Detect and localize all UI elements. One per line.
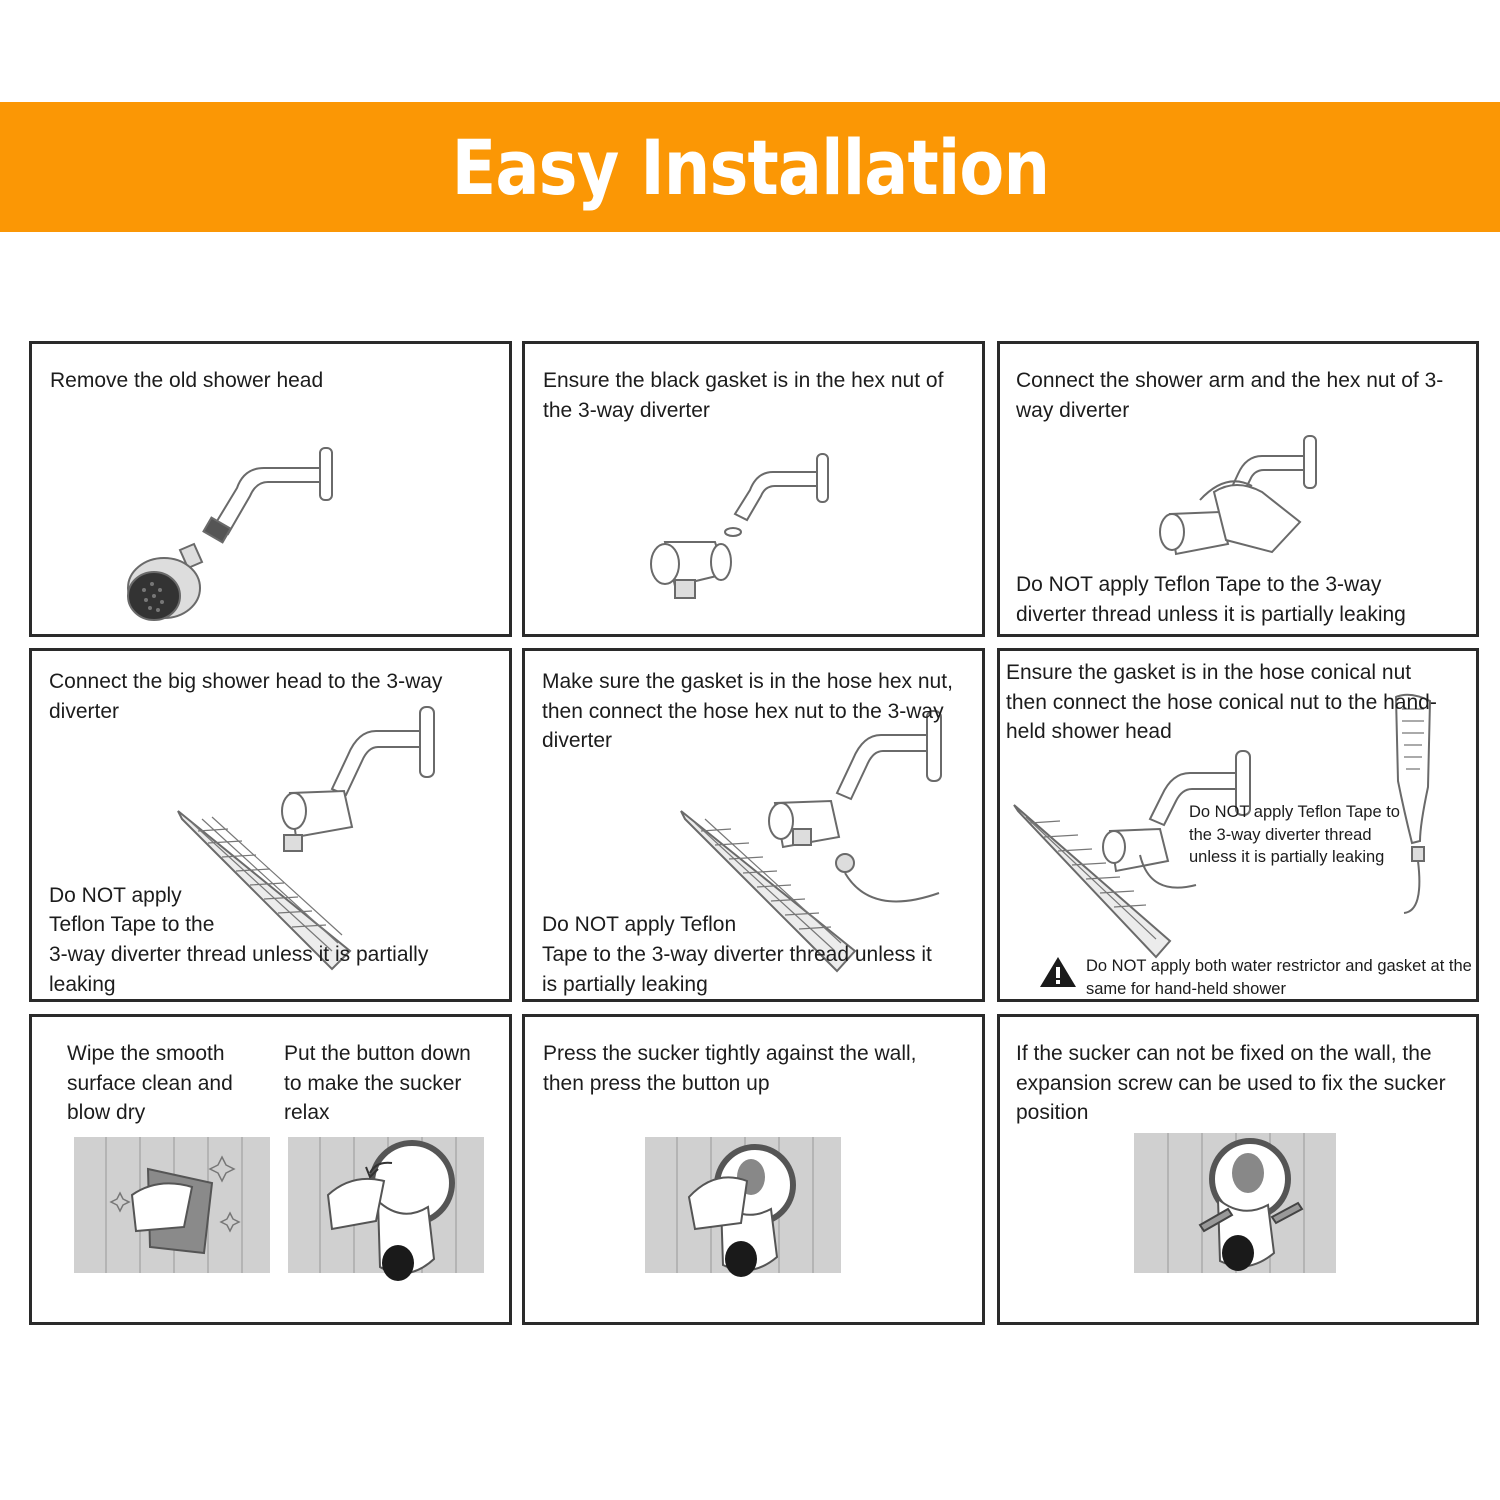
- step-4-note-line-4: leaking: [49, 973, 116, 996]
- step-7-text-b: Put the button down to make the sucker relax: [284, 1042, 471, 1124]
- step-2-panel: [522, 341, 985, 637]
- step-3-panel: [997, 341, 1479, 637]
- step-4-note-line-3: 3-way diverter thread unless it is partially: [49, 943, 429, 966]
- press-sucker-illustration: [525, 1017, 985, 1325]
- step-5-text: Make sure the gasket is in the hose hex nut, then connect the hose hex nut to the 3-way diverter: [542, 670, 953, 752]
- page-title: Easy Installation: [451, 122, 1049, 212]
- step-6-panel: [997, 648, 1479, 1002]
- step-2-text: Ensure the black gasket is in the hex nut of the 3-way diverter: [543, 369, 944, 422]
- step-4-note-line-2: Teflon Tape to the: [49, 913, 215, 936]
- step-6-warning: Do NOT apply both water restrictor and gasket at the same for hand-held shower: [1086, 957, 1472, 998]
- step-7-text-a: Wipe the smooth surface clean and blow dry: [67, 1042, 233, 1124]
- title-banner: [0, 102, 1500, 232]
- step-4-note-line-1: Do NOT apply: [49, 884, 182, 907]
- warning-triangle-icon: [1040, 957, 1076, 987]
- step-5-note-line-1: Do NOT apply Teflon: [542, 913, 737, 936]
- step-5-panel: [522, 648, 985, 1002]
- step-3-text: Connect the shower arm and the hex nut of 3-way diverter: [1016, 369, 1444, 422]
- step-5-note-line-3: is partially leaking: [542, 973, 708, 996]
- diverter-gasket-illustration: [525, 344, 985, 637]
- step-3-note: Do NOT apply Teflon Tape to the 3-way diverter thread unless it is partially leaking: [1016, 570, 1456, 629]
- step-6-note: Do NOT apply Teflon Tape to the 3-way diverter thread unless it is partially leaking: [1189, 803, 1400, 866]
- step-4-text: Connect the big shower head to the 3-way diverter: [49, 670, 443, 723]
- step-9-panel: [997, 1014, 1479, 1325]
- step-7-panel: [29, 1014, 512, 1325]
- step-4-panel: [29, 648, 512, 1002]
- step-8-text: Press the sucker tightly against the wall, then press the button up: [543, 1042, 917, 1095]
- step-6-text: Ensure the gasket is in the hose conical nut then connect the hose conical nut to the hand-held shower head: [1006, 661, 1437, 743]
- button-down-sucker-illustration: [32, 1017, 512, 1325]
- expansion-screw-illustration: [1000, 1017, 1479, 1325]
- step-5-note-line-2: Tape to the 3-way diverter thread unless it: [542, 943, 932, 966]
- step-8-panel: [522, 1014, 985, 1325]
- step-9-text: If the sucker can not be fixed on the wall, the expansion screw can be used to fix the sucker position: [1016, 1042, 1446, 1124]
- step-1-panel: [29, 341, 512, 637]
- shower-arm-old-head-illustration: [32, 344, 512, 637]
- step-1-text: Remove the old shower head: [50, 369, 324, 392]
